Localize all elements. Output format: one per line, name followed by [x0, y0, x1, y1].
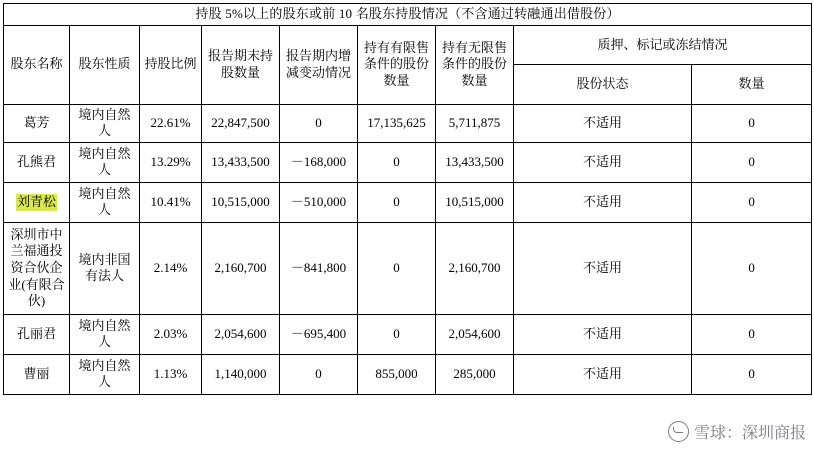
- shareholders-table: [3, 3, 812, 395]
- cell-pledge-quantity: 0: [692, 222, 812, 314]
- table-row: [4, 104, 812, 142]
- column-header-name: 股东名称: [4, 25, 70, 104]
- column-header-unrestricted: 持有无限售条件的股份数量: [436, 25, 514, 104]
- cell-period-change: 0: [280, 104, 358, 142]
- cell-holding-ratio: 2.14%: [140, 222, 202, 314]
- xueqiu-logo-icon: [668, 421, 689, 442]
- cell-shareholder-name: 葛芳: [4, 104, 70, 142]
- cell-pledge-quantity: 0: [692, 314, 812, 354]
- cell-unrestricted-shares: 2,160,700: [436, 222, 514, 314]
- table-row: [4, 354, 812, 394]
- cell-shareholder-name: 曹丽: [4, 354, 70, 394]
- cell-pledge-quantity: 0: [692, 104, 812, 142]
- cell-restricted-shares: 855,000: [358, 354, 436, 394]
- cell-unrestricted-shares: 5,711,875: [436, 104, 514, 142]
- cell-shareholder-name: 深圳市中兰福通投资合伙企业(有限合伙): [4, 222, 70, 314]
- table-header-row-1: [4, 25, 812, 65]
- column-header-pledge-group: 质押、标记或冻结情况: [514, 25, 812, 65]
- table-row: [4, 142, 812, 182]
- cell-holding-ratio: 1.13%: [140, 354, 202, 394]
- cell-shareholder-nature: 境内自然人: [70, 182, 140, 222]
- cell-holding-ratio: 13.29%: [140, 142, 202, 182]
- cell-share-status: 不适用: [514, 142, 692, 182]
- cell-share-status: 不适用: [514, 354, 692, 394]
- cell-period-change: －695,400: [280, 314, 358, 354]
- cell-period-end-shares: 10,515,000: [202, 182, 280, 222]
- table-title-row: [4, 4, 812, 26]
- cell-share-status: 不适用: [514, 314, 692, 354]
- cell-period-change: －510,000: [280, 182, 358, 222]
- cell-share-status: 不适用: [514, 104, 692, 142]
- cell-shareholder-name: 孔熊君: [4, 142, 70, 182]
- cell-pledge-quantity: 0: [692, 354, 812, 394]
- column-header-share-status: 股份状态: [514, 65, 692, 105]
- table-row: [4, 182, 812, 222]
- column-header-restricted: 持有有限售条件的股份数量: [358, 25, 436, 104]
- cell-period-change: －168,000: [280, 142, 358, 182]
- table-title: 持股 5%以上的股东或前 10 名股东持股情况（不含通过转融通出借股份）: [4, 4, 812, 26]
- cell-restricted-shares: 0: [358, 182, 436, 222]
- cell-shareholder-nature: 境内自然人: [70, 354, 140, 394]
- cell-shareholder-name: 孔丽君: [4, 314, 70, 354]
- cell-pledge-quantity: 0: [692, 142, 812, 182]
- cell-restricted-shares: 0: [358, 222, 436, 314]
- watermark-text: 雪球：深圳商报: [693, 425, 806, 442]
- column-header-period-change: 报告期内增减变动情况: [280, 25, 358, 104]
- cell-shareholder-nature: 境内非国有法人: [70, 222, 140, 314]
- cell-restricted-shares: 17,135,625: [358, 104, 436, 142]
- cell-shareholder-nature: 境内自然人: [70, 104, 140, 142]
- cell-unrestricted-shares: 13,433,500: [436, 142, 514, 182]
- cell-pledge-quantity: 0: [692, 182, 812, 222]
- cell-period-end-shares: 22,847,500: [202, 104, 280, 142]
- cell-unrestricted-shares: 10,515,000: [436, 182, 514, 222]
- cell-shareholder-name: [4, 182, 70, 222]
- table-row: [4, 314, 812, 354]
- table-row: [4, 222, 812, 314]
- cell-period-end-shares: 2,054,600: [202, 314, 280, 354]
- cell-period-change: －841,800: [280, 222, 358, 314]
- highlighted-shareholder-name: 刘青松: [16, 194, 56, 210]
- cell-share-status: 不适用: [514, 222, 692, 314]
- column-header-period-end-shares: 报告期末持股数量: [202, 25, 280, 104]
- cell-shareholder-nature: 境内自然人: [70, 314, 140, 354]
- watermark: [668, 420, 806, 443]
- cell-period-end-shares: 2,160,700: [202, 222, 280, 314]
- cell-restricted-shares: 0: [358, 142, 436, 182]
- cell-period-end-shares: 13,433,500: [202, 142, 280, 182]
- column-header-quantity: 数量: [692, 65, 812, 105]
- column-header-nature: 股东性质: [70, 25, 140, 104]
- cell-unrestricted-shares: 285,000: [436, 354, 514, 394]
- cell-unrestricted-shares: 2,054,600: [436, 314, 514, 354]
- cell-share-status: 不适用: [514, 182, 692, 222]
- cell-holding-ratio: 10.41%: [140, 182, 202, 222]
- column-header-ratio: 持股比例: [140, 25, 202, 104]
- cell-holding-ratio: 22.61%: [140, 104, 202, 142]
- cell-period-change: 0: [280, 354, 358, 394]
- cell-shareholder-nature: 境内自然人: [70, 142, 140, 182]
- cell-period-end-shares: 1,140,000: [202, 354, 280, 394]
- cell-holding-ratio: 2.03%: [140, 314, 202, 354]
- cell-restricted-shares: 0: [358, 314, 436, 354]
